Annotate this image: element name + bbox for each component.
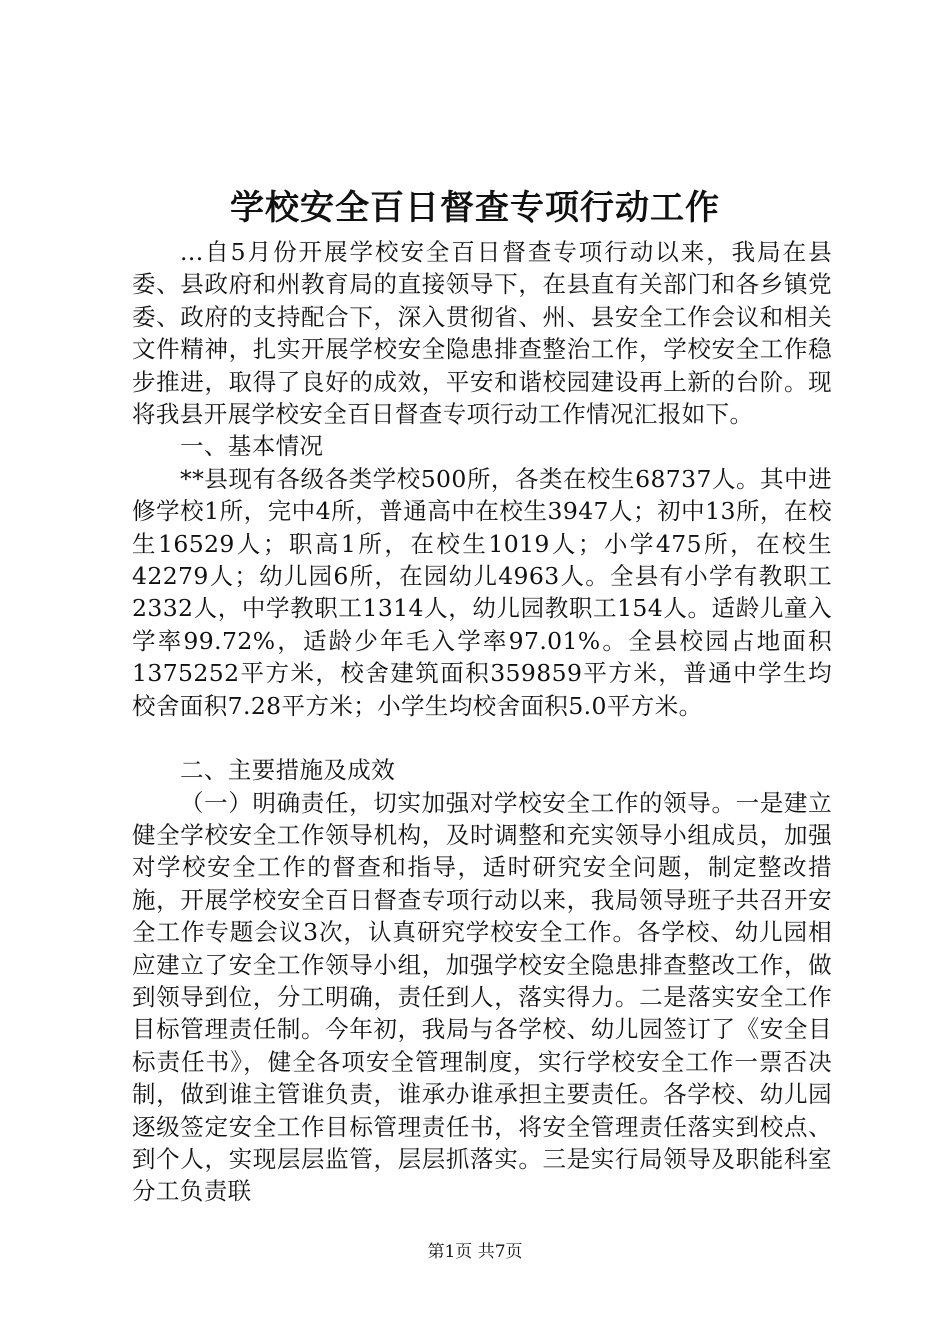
basic-situation-paragraph: **县现有各级各类学校500所，各类在校生68737人。其中进修学校1所，完中4所，普通高中在校生3947人；初中13所，在校生16529人；职高1所，在校生1019人；小学475所，在校生42279人；幼儿园6所，在园幼儿4963人。全县有小学有教职工2332人，中学教职工1314人，幼儿园教职工154人。适龄儿童入学率99.72%，适龄少年毛入学率97.01%。全县校园占地面积1375252平方米，校舍建筑面积359859平方米，普通中学生均校舍面积7.28平方米；小学生均校舍面积5.0平方米。 [132, 464, 832, 720]
measures-paragraph: （一）明确责任，切实加强对学校安全工作的领导。一是建立健全学校安全工作领导机构，及时调整和充实领导小组成员，加强对学校安全工作的督查和指导，适时研究安全问题，制定整改措施，开展学校安全百日督查专项行动以来，我局领导班子共召开安全工作专题会议3次，认真研究学校安全工作。各学校、幼儿园相应建立了安全工作领导小组，加强学校安全隐患排查整改工作，做到领导到位，分工明确，责任到人，落实得力。二是落实安全工作目标管理责任制。今年初，我局与各学校、幼儿园签订了《安全目标责任书》，健全各项安全管理制度，实行学校安全工作一票否决制，做到谁主管谁负责，谁承办谁承担主要责任。各学校、幼儿园逐级签定安全工作目标管理责任书，将安全管理责任落实到校点、到个人，实现层层监管，层层抓落实。三是实行局领导及职能科室分工负责联 [132, 788, 832, 1206]
section-heading-main-measures: 二、主要措施及成效 [180, 756, 396, 785]
section-heading-basic-situation: 一、基本情况 [180, 432, 324, 461]
intro-paragraph: ...自5月份开展学校安全百日督查专项行动以来，我局在县委、县政府和州教育局的直接领导下，在县直有关部门和各乡镇党委、政府的支持配合下，深入贯彻省、州、县安全工作会议和相关文件精神，扎实开展学校安全隐患排查整治工作，学校安全工作稳步推进，取得了良好的成效，平安和谐校园建设再上新的台阶。现将我县开展学校安全百日督查专项行动工作情况汇报如下。 [132, 238, 832, 429]
page-number-footer: 第1页 共7页 [427, 1242, 523, 1262]
document-title: 学校安全百日督查专项行动工作 [230, 188, 720, 228]
document-body [132, 236, 832, 1208]
